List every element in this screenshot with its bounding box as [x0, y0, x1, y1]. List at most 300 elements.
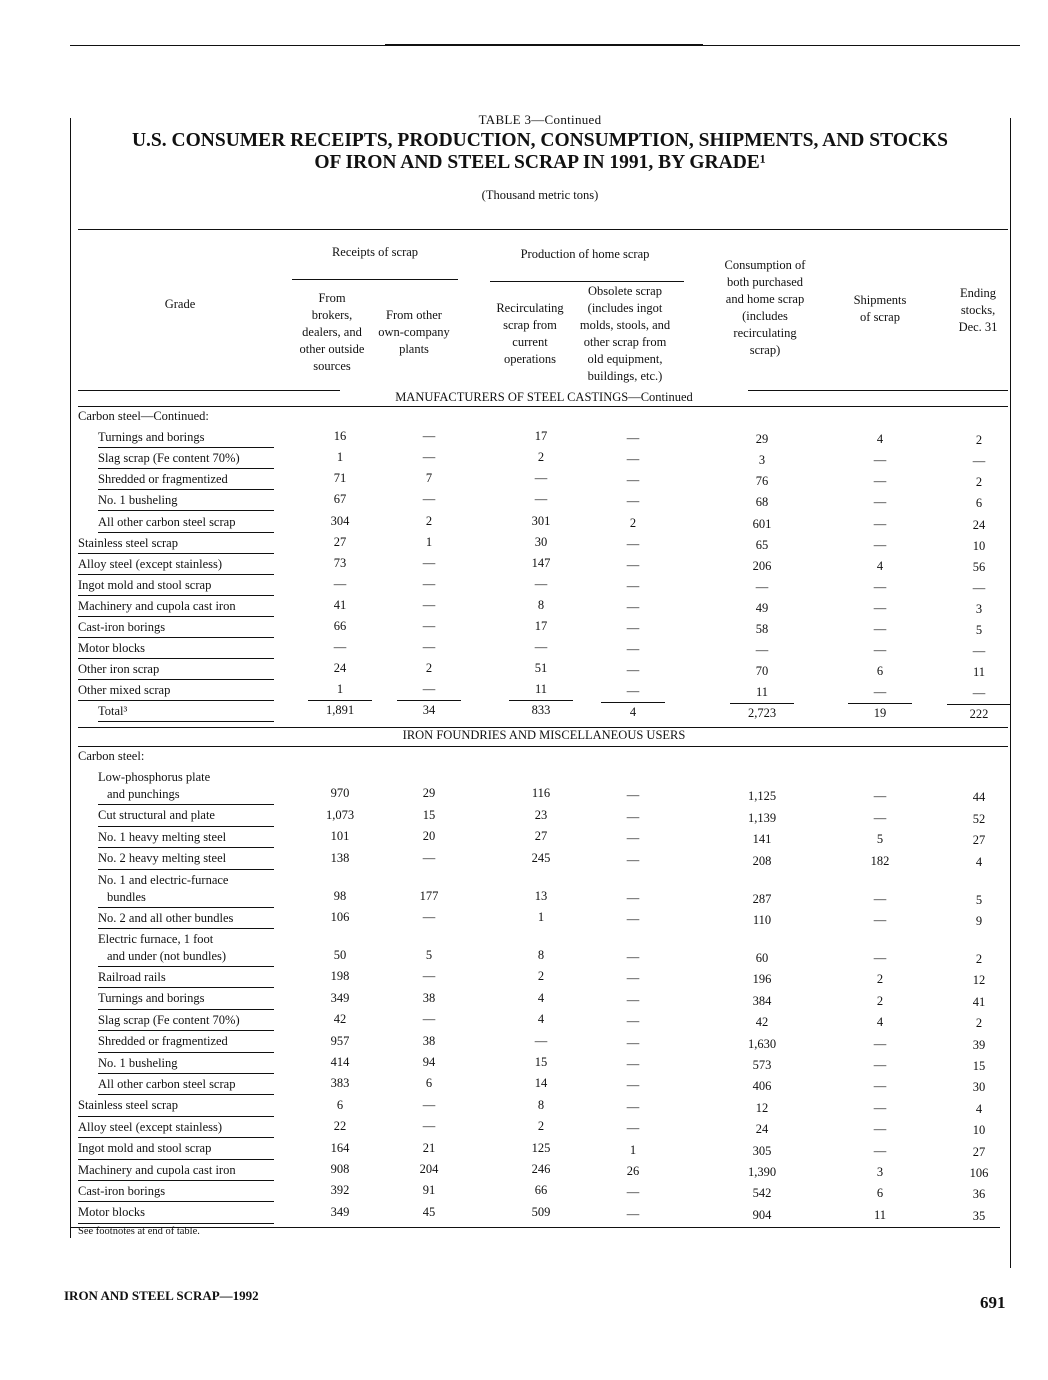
table-row [78, 988, 1004, 1009]
obsolete-cell: — [626, 473, 640, 488]
stocks-cell: 2 [975, 952, 983, 966]
shipments-cell: — [873, 1079, 887, 1094]
other-plants-cell: 177 [419, 888, 439, 903]
recirculating-cell: — [534, 492, 548, 507]
obsolete-cell: — [626, 1099, 640, 1114]
shipments-cell: 182 [870, 853, 890, 868]
other-plants-cell: 2 [425, 661, 433, 676]
other-plants-cell: 21 [422, 1140, 436, 1155]
other-plants-cell: — [422, 429, 436, 444]
consumption-cell: 196 [752, 972, 772, 987]
obsolete-cell: 4 [629, 705, 637, 720]
consumption-cell: 12 [755, 1100, 769, 1115]
obsolete-cell: — [626, 494, 640, 509]
recirculating-cell: 30 [534, 534, 548, 549]
header-line: current [512, 335, 548, 349]
shipments-cell: — [873, 1036, 887, 1051]
stocks-cell: 39 [972, 1037, 986, 1052]
brokers-cell: 164 [330, 1140, 350, 1155]
total-sum-rule [601, 702, 665, 703]
consumption-cell: 287 [752, 891, 772, 906]
stocks-cell: 36 [972, 1187, 986, 1202]
grade-label-line: No. 1 and electric-furnace [98, 872, 229, 887]
recirculating-cell: 17 [534, 429, 548, 444]
shipments-cell: — [873, 1100, 887, 1115]
stocks-cell: 44 [972, 790, 986, 805]
header-line: other outside [299, 342, 365, 356]
header-line: of scrap [860, 310, 900, 324]
grade-label-line: Railroad rails [98, 970, 166, 984]
stocks-cell: 10 [972, 1123, 986, 1138]
other-plants-cell: — [422, 555, 436, 570]
table-row [78, 827, 1004, 848]
brokers-cell: 16 [333, 429, 347, 444]
grade-label-line: No. 2 heavy melting steel [98, 851, 227, 866]
grade-label-line: Shredded or fragmentized [98, 1034, 228, 1049]
brokers-cell: — [333, 576, 347, 591]
brokers-cell: 392 [330, 1183, 350, 1198]
consumption-cell: 305 [752, 1143, 772, 1158]
stocks-cell: 3 [975, 601, 983, 616]
recirculating-cell: 2 [537, 1119, 545, 1134]
shipments-cell: 4 [876, 1015, 884, 1030]
shipments-cell: — [873, 789, 887, 804]
shipments-cell: — [873, 1143, 887, 1158]
other-plants-cell: — [422, 1119, 436, 1134]
brokers-cell: 66 [333, 619, 347, 634]
table-row [78, 1138, 1004, 1159]
brokers-cell: 41 [333, 597, 347, 612]
brokers-cell: 383 [330, 1076, 350, 1091]
obsolete-cell: — [626, 911, 640, 926]
obsolete-cell: — [626, 1185, 640, 1200]
brokers-cell: 138 [330, 850, 350, 865]
consumption-cell: 542 [752, 1186, 772, 1201]
stocks-cell: 52 [972, 811, 986, 826]
obsolete-cell: — [626, 684, 640, 699]
consumption-cell: 49 [755, 600, 769, 615]
grade-label [98, 969, 166, 986]
grade-label-line: Electric furnace, 1 foot [98, 932, 214, 946]
shipments-cell: — [873, 474, 887, 489]
grade-rule [78, 1223, 274, 1224]
grade-label-line: All other carbon steel scrap [98, 1077, 236, 1091]
obsolete-cell: 26 [626, 1163, 640, 1178]
shipments-cell: — [873, 891, 887, 906]
recirculating-cell: 1 [537, 909, 545, 924]
grade-label [78, 535, 178, 552]
grade-label [78, 556, 222, 573]
table-row [78, 596, 1004, 617]
other-plants-cell: 45 [422, 1204, 436, 1219]
grade-label-line: No. 1 busheling [98, 493, 178, 508]
grade-label [78, 1183, 165, 1200]
shipments-cell: — [873, 453, 887, 468]
stocks-cell: — [972, 454, 986, 469]
header-line: (includes [742, 309, 788, 323]
shipments-cell: — [873, 1057, 887, 1072]
table-number: TABLE 3—Continued [478, 112, 602, 127]
shipments-cell: 2 [876, 972, 884, 987]
header-line: operations [503, 352, 557, 366]
grade-label [98, 492, 178, 509]
table-row [78, 746, 1004, 767]
recirculating-cell: 8 [537, 1097, 545, 1112]
shipments-cell: 11 [873, 1207, 887, 1222]
brokers-cell: 24 [333, 661, 347, 676]
consumption-cell: 384 [752, 993, 772, 1008]
receipts-group-rule [292, 279, 458, 280]
total-sum-rule [730, 703, 794, 704]
brokers-cell: 349 [330, 1204, 350, 1219]
stocks-cell: 4 [975, 1101, 983, 1116]
other-plants-cell: — [422, 909, 436, 924]
obsolete-cell: — [626, 431, 640, 446]
grade-label-line: Cast-iron borings [78, 1184, 166, 1198]
header-line: (includes ingot [587, 301, 663, 315]
stocks-cell: 6 [975, 496, 983, 511]
grade-label-line: No. 2 and all other bundles [98, 910, 234, 925]
obsolete-cell: — [626, 1035, 640, 1050]
other-plants-cell: — [422, 1012, 436, 1027]
left-margin-line [70, 118, 71, 1238]
grade-label-line: Stainless steel scrap [78, 1098, 178, 1113]
grade-label [78, 1097, 178, 1114]
header-line: dealers, and [302, 325, 362, 339]
consumption-cell: 42 [755, 1015, 769, 1030]
units-note: (Thousand metric tons) [481, 188, 599, 202]
grade-label-line: Shredded or fragmentized [98, 472, 228, 487]
shipments-cell: 6 [876, 1186, 884, 1201]
consumption-cell: 68 [755, 495, 769, 510]
consumption-cell: 58 [755, 622, 769, 637]
footnote: See footnotes at end of table. [78, 1226, 200, 1237]
total-sum-rule [397, 700, 461, 701]
shipments-cell: — [873, 1122, 887, 1137]
table-row [78, 427, 1004, 448]
stocks-cell: 12 [972, 973, 986, 988]
other-plants-cell: 38 [422, 1033, 436, 1048]
obsolete-cell: — [626, 642, 640, 657]
other-plants-cell: 1 [425, 534, 433, 549]
header-line: plants [399, 342, 429, 356]
table-row [78, 1074, 1004, 1095]
obsolete-cell: — [626, 809, 640, 824]
table-row [78, 512, 1004, 533]
consumption-cell: — [755, 579, 769, 594]
grade-label-line: Slag scrap (Fe content 70%) [98, 1012, 240, 1027]
other-plants-cell: — [422, 850, 436, 865]
brokers-cell: 50 [333, 948, 347, 962]
title-line-1: U.S. CONSUMER RECEIPTS, PRODUCTION, CONSUMPTION, SHIPMENTS, AND STOCKS [131, 130, 949, 151]
grade-label [98, 769, 210, 803]
brokers-cell: 1 [336, 450, 344, 465]
grade-label-line: Other iron scrap [78, 662, 160, 677]
brokers-cell: 1,891 [325, 703, 355, 718]
brokers-cell: — [333, 640, 347, 655]
obsolete-cell: — [626, 1206, 640, 1221]
consumption-cell: 24 [755, 1122, 769, 1137]
section-castings-label: MANUFACTURERS OF STEEL CASTINGS—Continued [340, 390, 748, 405]
table-row [78, 490, 1004, 511]
header-line: Ending [959, 286, 997, 300]
obsolete-cell: — [626, 971, 640, 986]
brokers-cell: 67 [333, 492, 347, 507]
recirculating-cell: 116 [531, 786, 551, 801]
header-line: Obsolete scrap [588, 284, 662, 298]
consumption-cell: 65 [755, 537, 769, 552]
stocks-cell: — [972, 686, 986, 701]
consumption-cell: 29 [755, 432, 769, 447]
consumption-cell: 1,630 [747, 1036, 777, 1051]
other-plants-cell: 38 [422, 990, 436, 1005]
brokers-cell: 1,073 [325, 807, 355, 822]
table-row [78, 701, 1004, 722]
header-line: molds, stools, and [579, 318, 671, 332]
obsolete-cell: — [626, 1121, 640, 1136]
table-row [78, 575, 1004, 596]
table-title [70, 130, 1010, 174]
stocks-cell: 56 [972, 559, 986, 574]
header-line: stocks, [960, 303, 996, 317]
top-rule-accent [385, 44, 703, 46]
recirculating-cell: 147 [531, 555, 551, 570]
table-bottom-rule [70, 1227, 1000, 1228]
grade-label [98, 514, 235, 531]
grade-label [78, 682, 170, 699]
obsolete-column-header [565, 283, 685, 385]
consumption-cell: 406 [752, 1079, 772, 1094]
stocks-cell: 2 [975, 433, 983, 448]
brokers-cell: 908 [330, 1161, 350, 1176]
brokers-cell: 6 [336, 1097, 344, 1112]
obsolete-cell: — [626, 1056, 640, 1071]
table-row [78, 680, 1004, 701]
grade-label [78, 748, 144, 765]
title-line-2: OF IRON AND STEEL SCRAP IN 1991, BY GRADE¹ [314, 152, 766, 173]
recirculating-cell: 8 [537, 948, 545, 962]
other-plants-cell: 34 [422, 703, 436, 718]
other-plants-cell: 94 [422, 1054, 436, 1069]
shipments-cell: 2 [876, 993, 884, 1008]
recirculating-cell: 509 [531, 1204, 551, 1219]
grade-label-line: Stainless steel scrap [78, 535, 178, 550]
shipments-cell: — [873, 537, 887, 552]
grade-label [98, 1076, 235, 1093]
obsolete-cell: — [626, 621, 640, 636]
consumption-cell: 208 [752, 853, 772, 868]
header-line: From other [386, 308, 442, 322]
table-row [78, 929, 1004, 967]
consumption-cell: 3 [758, 453, 766, 468]
table-row [78, 406, 1004, 427]
grade-label [78, 408, 209, 425]
brokers-cell: 957 [330, 1033, 350, 1048]
grade-label-line: Slag scrap (Fe content 70%) [98, 451, 240, 466]
shipments-cell: — [873, 951, 887, 965]
consumption-cell: 904 [752, 1207, 772, 1222]
header-line: own-company [378, 325, 450, 339]
recirculating-cell: — [534, 640, 548, 655]
obsolete-cell: — [626, 852, 640, 867]
recirculating-cell: 2 [537, 450, 545, 465]
page-number: 691 [980, 1293, 1006, 1312]
consumption-cell: 1,125 [747, 789, 777, 804]
table-row [78, 848, 1004, 869]
header-line: old equipment, [587, 352, 663, 366]
recirculating-cell: 15 [534, 1054, 548, 1069]
other-plants-cell: 15 [422, 807, 436, 822]
stocks-column-header [940, 285, 1016, 336]
header-line: other scrap from [583, 335, 667, 349]
table-row [78, 1202, 1004, 1223]
recirculating-cell: 27 [534, 829, 548, 844]
header-line: From [318, 291, 346, 305]
stocks-cell: — [972, 644, 986, 659]
recirculating-cell: — [534, 1033, 548, 1048]
header-line: both purchased [726, 275, 804, 289]
grade-label-line: Ingot mold and stool scrap [78, 1141, 212, 1156]
stocks-cell: 4 [975, 854, 983, 869]
other-plants-cell: 29 [422, 786, 436, 801]
grade-label-line: Alloy steel (except stainless) [78, 1119, 223, 1134]
stocks-cell: 11 [972, 665, 986, 680]
grade-label-line: Other mixed scrap [78, 683, 171, 698]
grade-label [98, 703, 127, 720]
grade-label [98, 1033, 228, 1050]
grade-label-line: Carbon steel—Continued: [78, 409, 209, 423]
total-sum-rule [509, 700, 573, 701]
table-row [78, 805, 1004, 826]
brokers-cell: 414 [330, 1054, 350, 1069]
obsolete-cell: — [626, 831, 640, 846]
obsolete-cell: — [626, 578, 640, 593]
brokers-cell: 42 [333, 1012, 347, 1027]
grade-label [98, 450, 240, 467]
other-plants-cell: 204 [419, 1161, 439, 1176]
obsolete-cell: 1 [629, 1142, 637, 1157]
grade-label [98, 1012, 240, 1029]
grade-label-line: bundles [107, 889, 146, 904]
stocks-cell: 24 [972, 517, 986, 532]
shipments-cell: — [873, 579, 887, 594]
obsolete-cell: — [626, 557, 640, 572]
recirculating-cell: 245 [531, 850, 551, 865]
other-plants-cell: — [422, 576, 436, 591]
shipments-column-header [830, 292, 930, 326]
obsolete-cell: — [626, 599, 640, 614]
grade-label-line: No. 1 busheling [98, 1055, 178, 1070]
grade-label-line: Turnings and borings [98, 430, 205, 445]
header-line: brokers, [311, 308, 353, 322]
grade-label [98, 990, 205, 1007]
shipments-cell: 3 [876, 1164, 884, 1179]
obsolete-cell: — [626, 992, 640, 1007]
header-line: recirculating [733, 326, 797, 340]
grade-label [98, 931, 226, 965]
grade-label [78, 1119, 222, 1136]
header-top-rule [78, 229, 1008, 230]
grade-label [78, 1140, 211, 1157]
stocks-cell: 106 [969, 1165, 989, 1180]
consumption-cell: — [755, 643, 769, 658]
obsolete-cell: 2 [629, 515, 637, 530]
grade-rule [98, 721, 274, 722]
grade-label-line: Cut structural and plate [98, 808, 215, 823]
consumption-cell: 601 [752, 516, 772, 531]
stocks-cell: — [972, 580, 986, 595]
shipments-cell: — [873, 495, 887, 510]
table-row [78, 1053, 1004, 1074]
grade-label-line: Machinery and cupola cast iron [78, 598, 236, 613]
grade-label-line: No. 1 heavy melting steel [98, 829, 227, 844]
grade-label-line: Total³ [98, 704, 128, 719]
recirculating-cell: 833 [531, 703, 551, 718]
other-plants-cell: 91 [422, 1183, 436, 1198]
consumption-cell: 206 [752, 558, 772, 573]
stocks-cell: 27 [972, 833, 986, 848]
header-line: Dec. 31 [958, 320, 998, 334]
stocks-cell: 27 [972, 1144, 986, 1159]
consumption-cell: 110 [752, 912, 772, 927]
table-row [78, 1160, 1004, 1181]
header-line: and home scrap [725, 292, 805, 306]
consumption-cell: 1,139 [747, 810, 777, 825]
table-row [78, 1031, 1004, 1052]
recirculating-cell: 246 [531, 1161, 551, 1176]
shipments-cell: — [873, 516, 887, 531]
stocks-cell: 5 [975, 892, 983, 907]
stocks-cell: 5 [975, 623, 983, 638]
grade-label [98, 429, 205, 446]
shipments-cell: 4 [876, 432, 884, 447]
header-line: buildings, etc.) [587, 369, 663, 383]
stocks-cell: 10 [972, 538, 986, 553]
shipments-cell: — [873, 622, 887, 637]
table-row [78, 554, 1004, 575]
stocks-cell: 15 [972, 1058, 986, 1073]
other-plants-cell: — [422, 640, 436, 655]
grade-label-line: and under (not bundles) [107, 949, 227, 963]
table-row [78, 1117, 1004, 1138]
consumption-cell: 60 [755, 951, 769, 965]
total-sum-rule [308, 700, 372, 701]
consumption-cell: 2,723 [747, 706, 777, 721]
stocks-cell: 9 [975, 913, 983, 928]
grade-label [78, 598, 236, 615]
table-row [78, 908, 1004, 929]
consumption-cell: 141 [752, 832, 772, 847]
brokers-cell: 101 [330, 829, 350, 844]
brokers-cell: 1 [336, 682, 344, 697]
brokers-cell: 22 [333, 1119, 347, 1134]
recirculating-cell: 301 [531, 513, 551, 528]
table-row [78, 1095, 1004, 1116]
recirculating-cell: 125 [531, 1140, 551, 1155]
consumption-cell: 1,390 [747, 1164, 777, 1179]
other-plants-cell: 5 [425, 948, 433, 962]
grade-label [98, 807, 215, 824]
recirculating-cell: 2 [537, 969, 545, 984]
brokers-cell: 304 [330, 513, 350, 528]
stocks-cell: 30 [972, 1080, 986, 1095]
grade-label-line: Motor blocks [78, 641, 146, 656]
table-row [78, 533, 1004, 554]
header-line: Shipments [853, 293, 907, 307]
grade-label [98, 829, 226, 846]
grade-label-line: Alloy steel (except stainless) [78, 556, 223, 571]
recirculating-cell: 23 [534, 807, 548, 822]
